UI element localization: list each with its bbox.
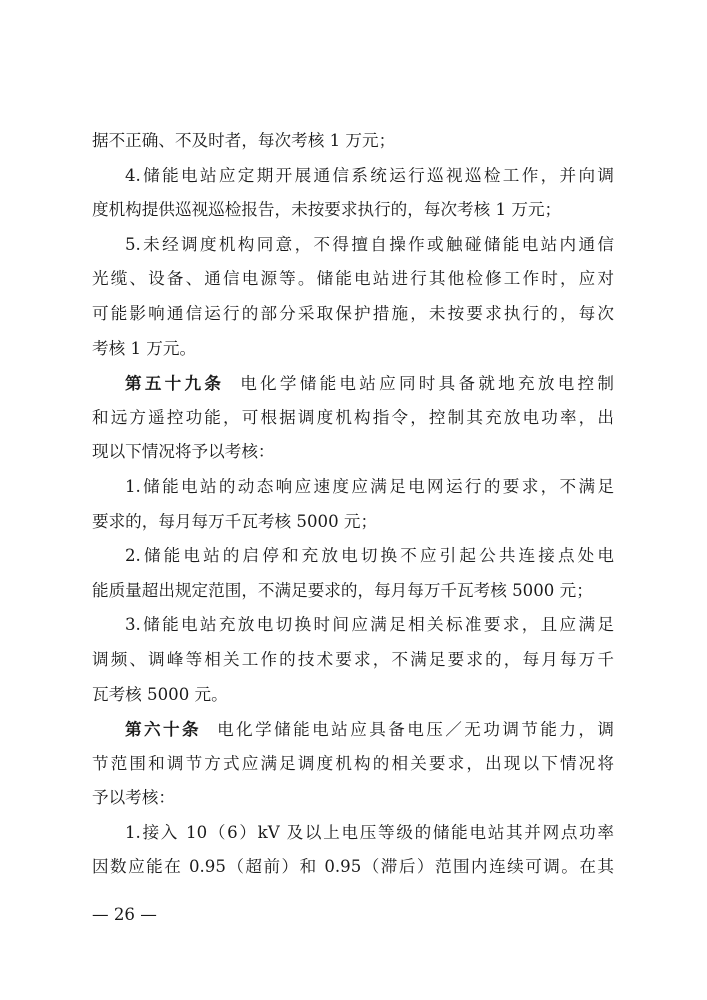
- text-line: 考核 1 万元。: [92, 338, 197, 358]
- text-line: 4.储能电站应定期开展通信系统运行巡视巡检工作，并向调: [125, 165, 614, 185]
- text-line: 2.储能电站的启停和充放电切换不应引起公共连接点处电: [125, 546, 614, 566]
- text-line: 能质量超出规定范围，不满足要求的，每月每万千瓦考核 5000 元；: [92, 580, 593, 600]
- text-line: 瓦考核 5000 元。: [92, 684, 228, 704]
- text-line: 电化学储能电站应具备电压／无功调节能力，调: [217, 720, 615, 740]
- text-line: 1.储能电站的动态响应速度应满足电网运行的要求，不满足: [125, 476, 614, 496]
- text-line: 光缆、设备、通信电源等。储能电站进行其他检修工作时，应对: [92, 269, 614, 289]
- text-line: 和远方遥控功能，可根据调度机构指令，控制其充放电功率，出: [92, 407, 614, 427]
- text-line: 调频、调峰等相关工作的技术要求，不满足要求的，每月每万千: [92, 649, 614, 669]
- text-line: 据不正确、不及时者，每次考核 1 万元；: [92, 131, 396, 150]
- document-body: [92, 124, 614, 885]
- text-line: 可能影响通信运行的部分采取保护措施，未按要求执行的，每次: [92, 303, 614, 323]
- text-line: 现以下情况将予以考核：: [92, 442, 275, 462]
- text-line: 5.未经调度机构同意，不得擅自操作或触碰储能电站内通信: [125, 234, 614, 254]
- text-line: 要求的，每月每万千瓦考核 5000 元；: [92, 511, 378, 531]
- article-60-title: 第六十条: [125, 719, 202, 740]
- text-line: 因数应能在 0.95（超前）和 0.95（滞后）范围内连续可调。在其: [92, 857, 614, 877]
- text-line: 3.储能电站充放电切换时间应满足相关标准要求，且应满足: [125, 615, 614, 635]
- article-59-first-line: [92, 366, 614, 401]
- text-line: 节范围和调节方式应满足调度机构的相关要求，出现以下情况将: [92, 753, 614, 773]
- page-number: — 26 —: [92, 905, 157, 924]
- text-line: 电化学储能电站应同时具备就地充放电控制: [240, 374, 614, 394]
- text-line: 度机构提供巡视巡检报告，未按要求执行的，每次考核 1 万元；: [92, 200, 562, 220]
- article-60-first-line: [92, 712, 614, 747]
- article-59-title: 第五十九条: [125, 373, 225, 394]
- text-line: 1.接入 10（6）kV 及以上电压等级的储能电站其并网点功率: [125, 822, 614, 842]
- text-line: 予以考核：: [92, 788, 175, 808]
